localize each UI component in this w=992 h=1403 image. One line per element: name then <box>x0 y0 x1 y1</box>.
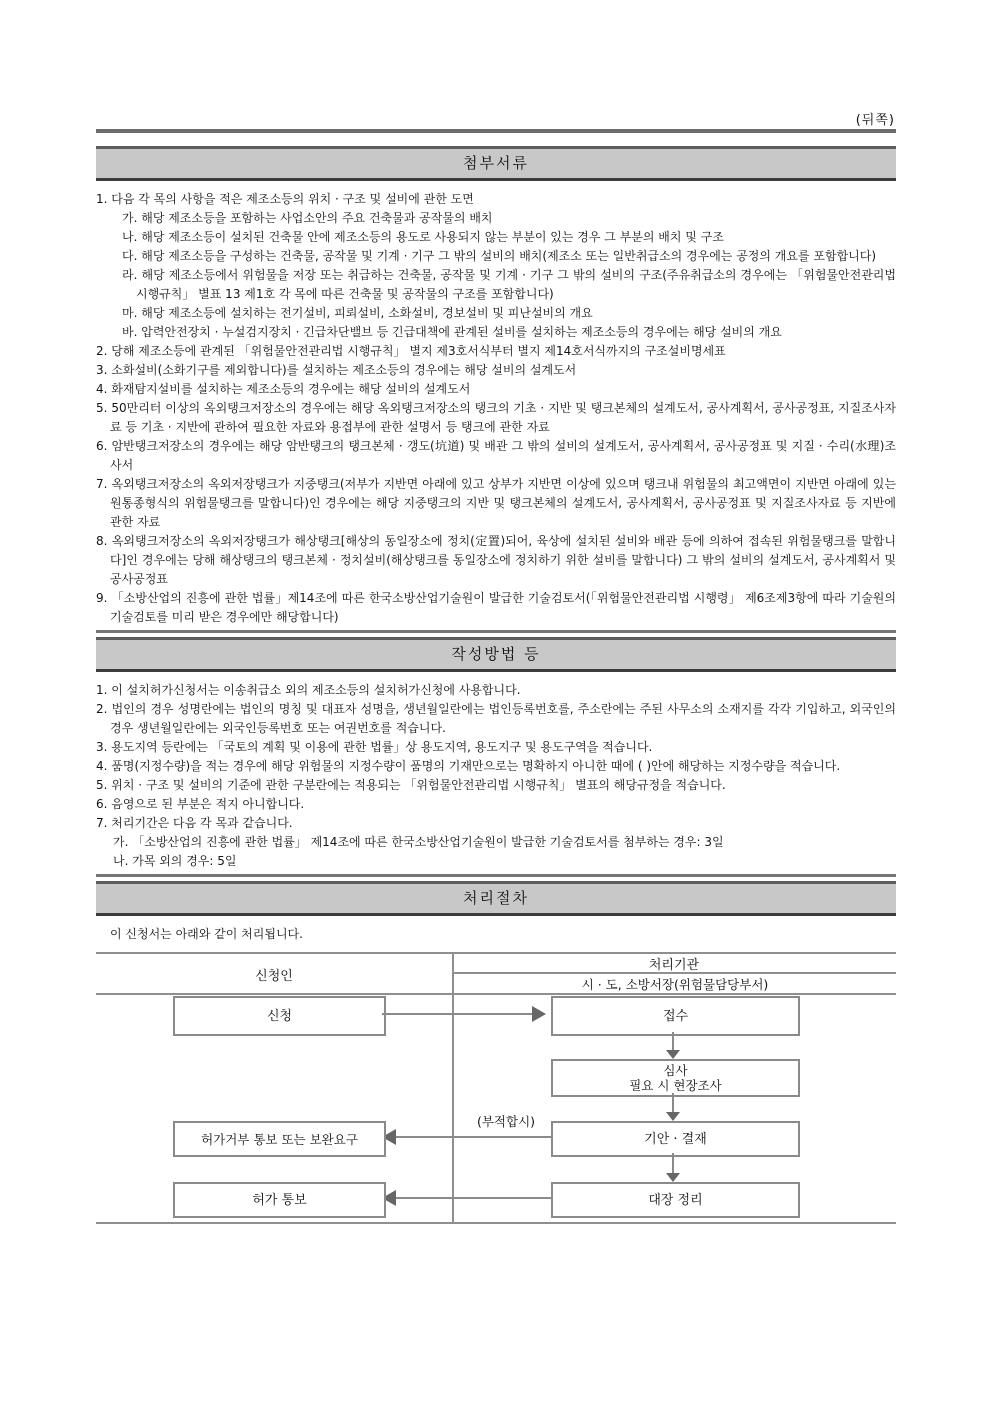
flow-connector <box>396 1136 551 1138</box>
flow-box-ledger <box>551 1182 800 1218</box>
instruction-item: 6. 음영으로 된 부분은 적지 아니합니다. <box>96 797 305 811</box>
attachment-subitem: 라. 해당 제조소등에서 위험물을 저장 또는 취급하는 건축물, 공작물 및 기계 · 기구 그 밖의 설비의 구조(주유취급소의 경우에는 「위험물안전관리법 시행규칙」 별표 13 제1호 각 목에 따른 건축물 및 공작물의 구조를 포함합니다) <box>122 268 896 301</box>
attachments-list <box>96 190 896 627</box>
instruction-item: 4. 품명(지정수량)을 적는 경우에 해당 위험물의 지정수량이 품명의 기재만으로는 명확하지 아니한 때에 ( )안에 해당하는 지정수량을 적습니다. <box>96 759 841 773</box>
section-divider <box>96 874 896 877</box>
instruction-subitem: 가. 「소방산업의 진흥에 관한 법률」 제14조에 따른 한국소방산업기술원이 발급한 기술검토서를 첨부하는 경우: 3일 <box>113 835 724 849</box>
procedure-flowchart <box>96 952 896 1226</box>
column-header-applicant: 신청인 <box>255 969 293 984</box>
attachment-item: 1. 다음 각 목의 사항을 적은 제조소등의 위치 · 구조 및 설비에 관한 도면 <box>96 192 474 206</box>
instruction-item: 7. 처리기간은 다음 각 목과 같습니다. <box>96 816 293 830</box>
instruction-item: 1. 이 설치허가신청서는 이송취급소 외의 제조소등의 설치허가신청에 사용합니다. <box>96 683 521 697</box>
flow-box-label: 허가 통보 <box>252 1192 307 1208</box>
table-border-bottom <box>96 1222 896 1224</box>
flow-box-label: 접수 <box>662 1008 689 1024</box>
flow-connector <box>672 1153 674 1173</box>
flow-connector <box>396 1197 551 1199</box>
flow-box-label: 필요 시 현장조사 <box>629 1078 722 1093</box>
attachment-item: 5. 50만리터 이상의 옥외탱크저장소의 경우에는 해당 옥외탱크저장소의 탱크의 기초 · 지반 및 탱크본체의 설계도서, 공사계획서, 공사공정표, 지질조사자료 등 기초 · 지반에 관하여 필요한 자료와 용접부에 관한 설명서 등 탱크에 관한 자료 <box>96 401 896 434</box>
flow-connector <box>382 1013 532 1015</box>
section-divider <box>96 630 896 633</box>
flow-box-label: 허가거부 통보 또는 보완요구 <box>201 1131 358 1147</box>
attachment-subitem: 가. 해당 제조소등을 포함하는 사업소안의 주요 건축물과 공작물의 배치 <box>122 211 493 225</box>
flow-box-receipt <box>551 996 800 1036</box>
section-title: 첨부서류 <box>463 154 529 172</box>
flow-box-label: 심사 <box>663 1063 688 1078</box>
attachment-item: 9. 「소방산업의 진흥에 관한 법률」제14조에 따른 한국소방산업기술원이 발급한 기술검토서(「위험물안전관리법 시행령」 제6조제3항에 따라 기술원의 기술검토를 미리 받은 경우에만 해당합니다) <box>96 591 896 624</box>
section-title: 작성방법 등 <box>451 645 541 663</box>
section-header-instructions <box>96 637 896 672</box>
flow-box-draft-approval <box>551 1121 800 1157</box>
column-header-agency-detail: 시 · 도, 소방서장(위험물담당부서) <box>581 977 769 992</box>
section-title: 처리절차 <box>463 889 529 907</box>
instruction-subitem: 나. 가목 외의 경우: 5일 <box>113 854 237 868</box>
attachment-item: 2. 당해 제조소등에 관계된 「위험물안전관리법 시행규칙」 별지 제3호서식부터 별지 제14호서식까지의 구조설비명세표 <box>96 344 726 358</box>
section-header-procedure <box>96 881 896 916</box>
flow-box-review <box>551 1059 800 1097</box>
attachment-item: 6. 암반탱크저장소의 경우에는 해당 암반탱크의 탱크본체 · 갱도(坑道) 및 배관 그 밖의 설비의 설계도서, 공사계획서, 공사공정표 및 지질 · 수리(水理)조사서 <box>96 439 896 472</box>
instruction-item: 5. 위치 · 구조 및 설비의 기준에 관한 구분란에는 적용되는 「위험물안전관리법 시행규칙」 별표의 해당규정을 적습니다. <box>96 778 726 792</box>
attachment-item: 3. 소화설비(소화기구를 제외합니다)를 설치하는 제조소등의 경우에는 해당 설비의 설계도서 <box>96 363 577 377</box>
column-header-agency: 처리기관 <box>648 958 700 973</box>
flow-box-reject-notice <box>173 1121 386 1157</box>
section-header-attachments <box>96 146 896 181</box>
instruction-item: 2. 법인의 경우 성명란에는 법인의 명칭 및 대표자 성명을, 생년월일란에는 법인등록번호를, 주소란에는 주된 사무소의 소재지를 각각 기입하고, 외국인의 경우 생년월일란에는 외국인등록번호 또는 여권번호를 적습니다. <box>96 702 896 735</box>
attachment-subitem: 다. 해당 제조소등을 구성하는 건축물, 공작물 및 기계 · 기구 그 밖의 설비의 배치(제조소 또는 일반취급소의 경우에는 공정의 개요를 포함합니다) <box>122 249 877 263</box>
attachment-item: 7. 옥외탱크저장소의 옥외저장탱크가 지중탱크(저부가 지반면 아래에 있고 상부가 지반면 이상에 있으며 탱크내 위험물의 최고액면이 지반면 아래에 있는 원통종형식의 위험물탱크를 말합니다)인 경우에는 해당 지중탱크의 지반 및 탱크본체의 설계도서, 공사계획서, 공사공정표 및 지질조사자료 등 지반에 관한 자료 <box>96 477 896 529</box>
document-content <box>96 129 896 1226</box>
procedure-intro: 이 신청서는 아래와 같이 처리됩니다. <box>110 927 303 941</box>
flow-connector <box>672 1032 674 1050</box>
flow-box-label: 대장 정리 <box>648 1192 703 1208</box>
flow-box-permit-notice <box>173 1182 386 1218</box>
arrow-right-icon <box>532 1006 546 1022</box>
attachment-subitem: 마. 해당 제조소등에 설치하는 전기설비, 피뢰설비, 소화설비, 경보설비 및 피난설비의 개요 <box>122 306 593 320</box>
flow-label-unfit: (부적합시) <box>476 1114 536 1129</box>
attachment-subitem: 나. 해당 제조소등이 설치된 건축물 안에 제조소등의 용도로 사용되지 않는 부분이 있는 경우 그 부분의 배치 및 구조 <box>122 230 724 244</box>
instructions-list <box>96 681 896 871</box>
flow-box-label: 기안 · 결재 <box>644 1131 707 1147</box>
table-border-header-bottom <box>96 993 896 995</box>
arrow-down-icon <box>666 1173 680 1182</box>
arrow-down-icon <box>666 1112 680 1121</box>
arrow-down-icon <box>666 1050 680 1059</box>
attachment-item: 4. 화재탐지설비를 설치하는 제조소등의 경우에는 해당 설비의 설계도서 <box>96 382 471 396</box>
top-rule-divider <box>96 129 896 133</box>
flow-box-apply <box>173 996 386 1036</box>
attachment-subitem: 바. 압력안전장치 · 누설검지장치 · 긴급차단밸브 등 긴급대책에 관계된 설비를 설치하는 제조소등의 경우에는 해당 설비의 개요 <box>122 325 782 339</box>
attachment-item: 8. 옥외탱크저장소의 옥외저장탱크가 해상탱크[해상의 동일장소에 정치(定置)되어, 육상에 설치된 설비와 배관 등에 의하여 접속된 위험물탱크를 말합니다]인 경우에는 당해 해상탱크의 탱크본체 · 정치설비(해상탱크를 동일장소에 정치하기 위한 설비를 말합니다) 그 밖의 설비의 설계도서, 공사계획서 및 공사공정표 <box>96 534 896 586</box>
flow-box-label: 신청 <box>266 1008 293 1024</box>
instruction-item: 3. 용도지역 등란에는 「국토의 계획 및 이용에 관한 법률」상 용도지역, 용도지구 및 용도구역을 적습니다. <box>96 740 653 754</box>
flow-connector <box>672 1093 674 1112</box>
back-side-label: (뒤쪽) <box>855 113 895 128</box>
